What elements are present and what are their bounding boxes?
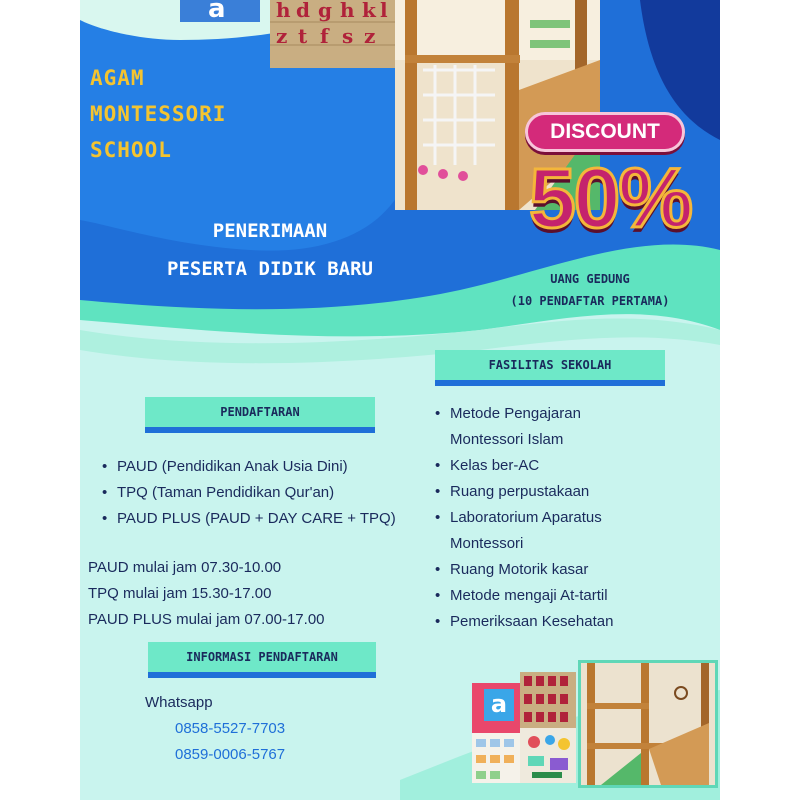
collage-playground-illustration <box>581 663 715 785</box>
letter-tile: l <box>380 0 388 22</box>
letter-tile: f <box>320 24 329 48</box>
collage-toys-illustration <box>520 728 576 783</box>
collage-playground-photo <box>578 660 718 788</box>
discount-badge: DISCOUNT <box>525 112 685 152</box>
collage-alphabet-board-photo <box>472 683 520 733</box>
headline-line: PESERTA DIDIK BARU <box>167 258 373 280</box>
collage-cards-photo <box>472 733 520 783</box>
school-name-line: MONTESSORI <box>90 102 227 126</box>
facility-item: • Metode Pengajaran <box>435 401 613 427</box>
phone-number-link[interactable]: 0858-5527-7703 <box>175 720 286 737</box>
collage-cards-grid <box>472 733 520 783</box>
headline <box>120 212 420 288</box>
letter-tile: d <box>296 0 310 22</box>
registration-header: PENDAFTARAN <box>145 397 375 433</box>
facility-item: • Ruang perpustakaan <box>435 479 613 505</box>
letter-tile: k <box>362 0 376 22</box>
letter-tile: z <box>276 24 288 48</box>
schedule-list <box>88 555 325 633</box>
facility-item: • Ruang Motorik kasar <box>435 557 613 583</box>
discount-note <box>480 268 700 312</box>
school-name-line: AGAM <box>90 66 145 90</box>
facilities-header: FASILITAS SEKOLAH <box>435 350 665 386</box>
discount-note-line: UANG GEDUNG <box>550 272 630 286</box>
program-item: • TPQ (Taman Pendidikan Qur'an) <box>102 480 396 506</box>
headline-line: PENERIMAAN <box>212 220 328 242</box>
schedule-item: PAUD mulai jam 07.30-10.00 <box>88 559 282 576</box>
board-letter: a <box>208 0 226 22</box>
poster <box>80 0 720 800</box>
letter-tile: z <box>364 24 376 48</box>
letter-tile: h <box>340 0 355 22</box>
collage-letters-grid <box>520 672 576 728</box>
facility-item: • Kelas ber-AC <box>435 453 613 479</box>
school-name-line: SCHOOL <box>90 138 172 162</box>
phone-number-link[interactable]: 0859-0006-5767 <box>175 746 286 763</box>
letter-tile: g <box>318 0 332 22</box>
whatsapp-label: Whatsapp <box>145 694 213 711</box>
alphabet-board-photo <box>180 0 260 22</box>
facility-item: • Metode mengaji At-tartil <box>435 583 613 609</box>
program-item: • PAUD PLUS (PAUD + DAY CARE + TPQ) <box>102 506 396 532</box>
discount-note-line: (10 PENDAFTAR PERTAMA) <box>510 294 670 308</box>
facility-item: Montessori <box>450 535 524 552</box>
schedule-item: PAUD PLUS mulai jam 07.00-17.00 <box>88 611 325 628</box>
facility-item: • Laboratorium Aparatus <box>435 505 613 531</box>
schedule-item: TPQ mulai jam 15.30-17.00 <box>88 585 272 602</box>
program-item: • PAUD (Pendidikan Anak Usia Dini) <box>102 454 396 480</box>
letter-tile: t <box>298 24 308 48</box>
facility-item: Montessori Islam <box>450 431 564 448</box>
programs-list <box>102 454 396 532</box>
letter-tile: s <box>342 24 354 48</box>
facility-item: • Pemeriksaan Kesehatan <box>435 609 613 635</box>
moveable-alphabet-photo <box>270 0 395 68</box>
discount-percent: 50% <box>528 151 692 245</box>
school-name <box>90 60 226 168</box>
collage-letter: a <box>484 689 514 721</box>
collage-toys-photo <box>520 728 576 783</box>
letter-tile: h <box>276 0 291 22</box>
facilities-list <box>435 401 613 635</box>
contact-header: INFORMASI PENDAFTARAN <box>148 642 376 678</box>
collage-letters-photo <box>520 672 576 728</box>
